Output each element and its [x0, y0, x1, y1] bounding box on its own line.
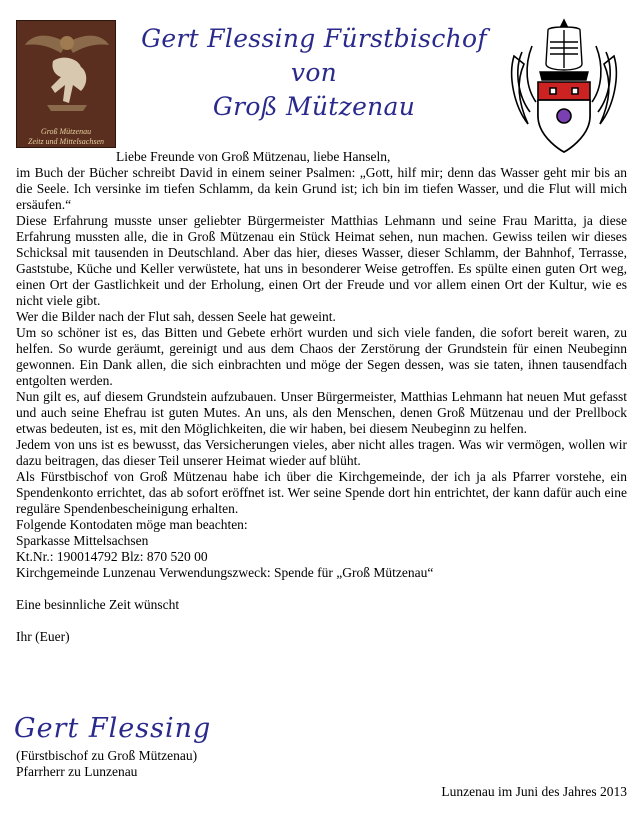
donation-purpose: Kirchgemeinde Lunzenau Verwendungszweck: Spende für „Groß Mützenau“ — [16, 565, 434, 580]
signer-details — [16, 748, 416, 780]
closing: Eine besinnliche Zeit wünscht — [16, 597, 180, 612]
winged-emblem-icon — [17, 21, 116, 121]
signature: Gert Flessing — [14, 713, 212, 744]
page-title — [120, 22, 508, 124]
account-number: Kt.Nr.: 190014792 Blz: 870 520 00 — [16, 549, 208, 564]
paragraph-7: Als Fürstbischof von Groß Mützenau habe ich über die Kirchgemeinde, der ich ja als Pfarrer vorstehe, ein Spendenkonto errichtet, das ab sofort eröffnet ist. Wer seine Spende dort hin entrichtet, der kann dafür auch eine reguläre Spendenbescheinigung erhalten. — [16, 469, 627, 516]
coat-of-arms-icon — [504, 16, 624, 158]
paragraph-3: Wer die Bilder nach der Flut sah, dessen Seele hat geweint. — [16, 309, 336, 324]
logo-caption-2: Zeitz und Mittelsachsen — [28, 137, 104, 146]
account-intro: Folgende Kontodaten möge man beachten: — [16, 517, 248, 532]
paragraph-1: im Buch der Bücher schreibt David in einem seiner Psalmen: „Gott, hilf mir; denn das Wasser geht mir bis an die Seele. Ich versinke im tiefen Schlamm, da kein Grund ist; ich bin im tiefen Wasser, und die Flut will mich ersäufen.“ — [16, 165, 627, 212]
title-line-1: Gert Flessing Fürstbischof von — [141, 24, 487, 87]
signer-role: (Fürstbischof zu Groß Mützenau) — [16, 748, 198, 763]
letter-body — [16, 149, 627, 645]
bank-name: Sparkasse Mittelsachsen — [16, 533, 149, 548]
sign-off: Ihr (Euer) — [16, 629, 70, 644]
logo-caption-1: Groß Mützenau — [40, 127, 92, 136]
signer-parish: Pfarrherr zu Lunzenau — [16, 764, 138, 779]
logo-emblem — [16, 20, 116, 148]
greeting: Liebe Freunde von Groß Mützenau, liebe Hanseln, — [116, 149, 391, 164]
paragraph-4: Um so schöner ist es, das Bitten und Gebete erhört wurden und sich viele fanden, die sofort bereit waren, zu helfen. So wurde geräumt, gereinigt und aus dem Chaos der Zerstörung der Grundstein für einen Neubeginn gewonnen. Ein Dank allen, die sich einbrachten und möge der Segen dessen, was sie taten, ihnen tausendfach entgolten werden. — [16, 325, 627, 388]
paragraph-6: Jedem von uns ist es bewusst, das Versicherungen vieles, aber nicht alles tragen. Was wir vermögen, wollen wir dazu beitragen, das dieser Teil unserer Heimat wieder auf blüht. — [16, 437, 627, 468]
title-line-2: Groß Mützenau — [212, 92, 416, 121]
paragraph-5: Nun gilt es, auf diesem Grundstein aufzubauen. Unser Bürgermeister, Matthias Lehmann hat neuen Mut gefasst und auch seine Ehefrau ist guten Mutes. An uns, als den Menschen, denen Groß Mützenau und der Prellbock etwas bedeuten, ist es, mit den Möglichkeiten, die wir haben, bei diesem Neubeginn zu helfen. — [16, 389, 627, 436]
paragraph-2: Diese Erfahrung musste unser geliebter Bürgermeister Matthias Lehmann und seine Frau Maritta, ja diese Erfahrung mussten alle, die in Groß Mützenau ein Stück Heimat sehen, nun machen. Gewiss teilen wir dieses Schicksal mit tausenden in Deutschland. Aber das hier, dieses Wasser, dieser Schlamm, der Bahnhof, Terrasse, Gaststube, Küche und Keller verwüstete, hat uns in besonderer Weise getroffen. Es spülte einen guten Ort weg, einen Ort der Gastlichkeit und der Erholung, einen Ort der Freude und vor allem einen Ort der Kultur, wie es nicht viele gibt. — [16, 213, 627, 308]
place-date: Lunzenau im Juni des Jahres 2013 — [441, 784, 627, 799]
